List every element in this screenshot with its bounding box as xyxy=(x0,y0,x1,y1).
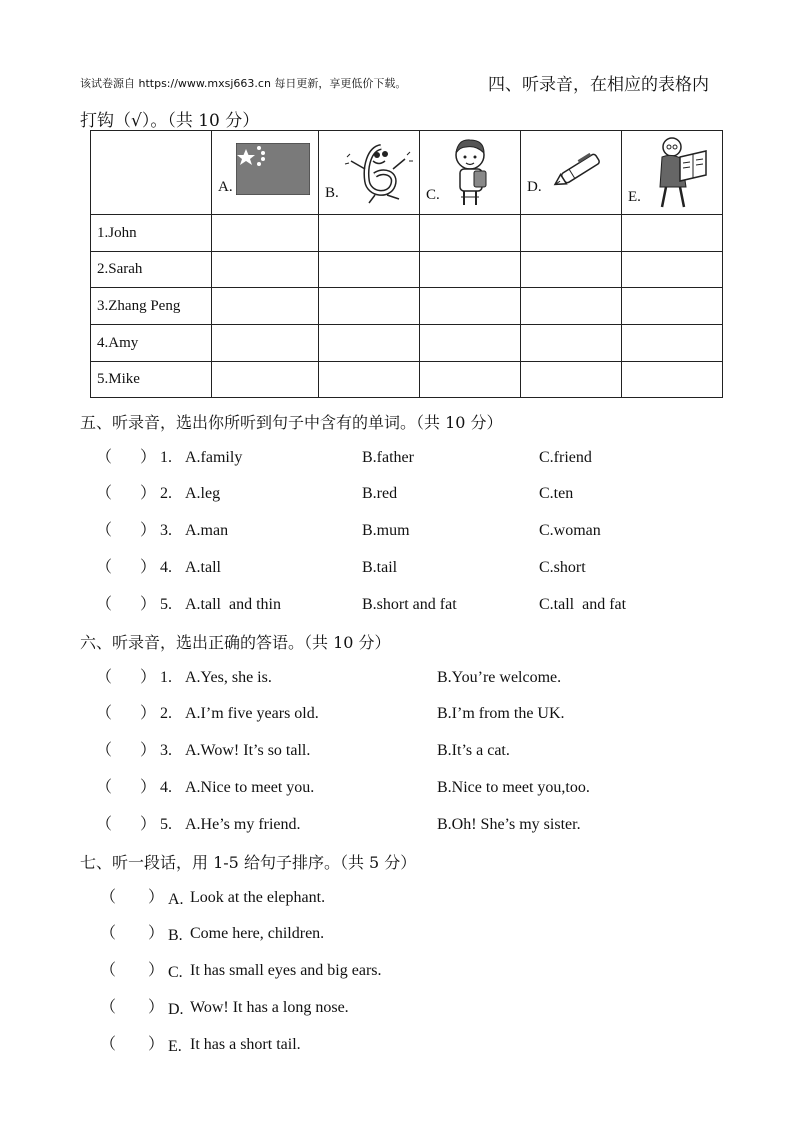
sentence-letter: C. xyxy=(168,964,183,981)
section5-item xyxy=(0,520,794,542)
boy-schoolbag-icon xyxy=(446,135,496,209)
question-number: 1. xyxy=(160,669,172,686)
answer-cell[interactable] xyxy=(319,288,420,325)
option-b: B.red xyxy=(362,485,398,502)
answer-paren-open: （ xyxy=(100,962,117,979)
picture-letter: A. xyxy=(218,179,233,195)
option-b: B.You’re welcome. xyxy=(437,669,562,686)
answer-paren-open: （ xyxy=(96,449,113,466)
option-b: B.Oh! She’s my sister. xyxy=(437,816,581,833)
answer-paren-open: （ xyxy=(96,816,113,833)
table-row xyxy=(91,325,723,362)
answer-paren-close: ） xyxy=(140,779,157,796)
section7-title: 七、听一段话，用 1-5 给句子排序。（共 5 分） xyxy=(80,853,417,872)
answer-paren-close: ） xyxy=(140,522,157,539)
section6-title: 六、听录音，选出正确的答语。（共 10 分） xyxy=(80,633,391,652)
option-c: C.woman xyxy=(539,522,601,539)
section7-item xyxy=(0,960,794,982)
question-number: 1. xyxy=(160,449,172,466)
section6-item xyxy=(0,814,794,836)
section7-item xyxy=(0,923,794,945)
section5-item xyxy=(0,483,794,505)
option-b: B.tail xyxy=(362,559,398,576)
sentence-text: It has a short tail. xyxy=(190,1036,301,1053)
answer-paren-close: ） xyxy=(148,999,165,1016)
sentence-letter: E. xyxy=(168,1038,182,1055)
answer-paren-close: ） xyxy=(148,889,165,906)
table-row xyxy=(91,288,723,325)
option-a: A.leg xyxy=(185,485,221,502)
picture-cell-e xyxy=(622,131,723,215)
section7-item xyxy=(0,997,794,1019)
answer-cell[interactable] xyxy=(521,288,622,325)
section6-item xyxy=(0,740,794,762)
answer-paren-open: （ xyxy=(96,596,113,613)
option-a: A.Nice to meet you. xyxy=(185,779,315,796)
option-a: A.Yes, she is. xyxy=(185,669,272,686)
sentence-letter: D. xyxy=(168,1001,184,1018)
row-label: 4.Amy xyxy=(91,325,212,362)
answer-cell[interactable] xyxy=(622,362,723,398)
section4-title-part2: 打钩（√）。（共 10 分） xyxy=(80,111,260,131)
answer-cell[interactable] xyxy=(622,325,723,362)
checkmark-table xyxy=(90,130,723,398)
option-a: A.family xyxy=(185,449,243,466)
option-a: A.I’m five years old. xyxy=(185,705,319,722)
section5-item xyxy=(0,447,794,469)
answer-cell[interactable] xyxy=(521,215,622,252)
row-label: 2.Sarah xyxy=(91,252,212,288)
option-c: C.short xyxy=(539,559,586,576)
answer-paren-close: ） xyxy=(140,485,157,502)
answer-cell[interactable] xyxy=(319,362,420,398)
picture-cell-a xyxy=(212,131,319,215)
section6-item xyxy=(0,667,794,689)
question-number: 5. xyxy=(160,596,172,613)
row-label: 5.Mike xyxy=(91,362,212,398)
answer-paren-close: ） xyxy=(148,925,165,942)
option-a: A.man xyxy=(185,522,229,539)
table-row xyxy=(91,362,723,398)
sentence-text: Wow! It has a long nose. xyxy=(190,999,349,1016)
picture-letter: E. xyxy=(628,189,641,205)
answer-paren-close: ） xyxy=(140,669,157,686)
answer-cell[interactable] xyxy=(622,215,723,252)
option-a: A.tall xyxy=(185,559,221,576)
option-b: B.father xyxy=(362,449,414,466)
answer-cell[interactable] xyxy=(420,288,521,325)
answer-paren-open: （ xyxy=(96,669,113,686)
answer-cell[interactable] xyxy=(212,252,319,288)
question-number: 2. xyxy=(160,485,172,502)
sentence-text: Look at the elephant. xyxy=(190,889,326,906)
answer-paren-close: ） xyxy=(140,742,157,759)
question-number: 5. xyxy=(160,816,172,833)
sentence-letter: A. xyxy=(168,891,184,908)
section6-item xyxy=(0,703,794,725)
answer-paren-close: ） xyxy=(140,596,157,613)
answer-paren-open: （ xyxy=(100,889,117,906)
sentence-text: Come here, children. xyxy=(190,925,325,942)
answer-paren-close: ） xyxy=(140,449,157,466)
answer-paren-close: ） xyxy=(148,1036,165,1053)
answer-cell[interactable] xyxy=(420,252,521,288)
pen-icon xyxy=(547,145,611,195)
number-six-cartoon-icon xyxy=(343,139,413,207)
answer-cell[interactable] xyxy=(521,362,622,398)
answer-cell[interactable] xyxy=(319,252,420,288)
answer-cell[interactable] xyxy=(420,362,521,398)
picture-letter: D. xyxy=(527,179,542,195)
row-label: 3.Zhang Peng xyxy=(91,288,212,325)
option-a: A.He’s my friend. xyxy=(185,816,301,833)
row-label: 1.John xyxy=(91,215,212,252)
answer-cell[interactable] xyxy=(212,325,319,362)
option-a: A.tall and thin xyxy=(185,596,281,613)
answer-cell[interactable] xyxy=(212,215,319,252)
answer-paren-open: （ xyxy=(100,925,117,942)
answer-cell[interactable] xyxy=(319,325,420,362)
answer-paren-open: （ xyxy=(96,705,113,722)
answer-cell[interactable] xyxy=(521,325,622,362)
answer-paren-open: （ xyxy=(96,559,113,576)
answer-cell[interactable] xyxy=(622,252,723,288)
answer-paren-close: ） xyxy=(140,559,157,576)
option-b: B.mum xyxy=(362,522,410,539)
section7-item xyxy=(0,1034,794,1056)
answer-paren-open: （ xyxy=(96,485,113,502)
table-row xyxy=(91,215,723,252)
option-b: B.I’m from the UK. xyxy=(437,705,565,722)
picture-cell-b xyxy=(319,131,420,215)
section6-item xyxy=(0,777,794,799)
table-row xyxy=(91,252,723,288)
option-a: A.Wow! It’s so tall. xyxy=(185,742,311,759)
option-b: B.short and fat xyxy=(362,596,457,613)
question-number: 2. xyxy=(160,705,172,722)
answer-paren-open: （ xyxy=(96,742,113,759)
answer-cell[interactable] xyxy=(420,325,521,362)
answer-paren-open: （ xyxy=(100,1036,117,1053)
answer-paren-close: ） xyxy=(140,705,157,722)
answer-paren-close: ） xyxy=(148,962,165,979)
section7-item xyxy=(0,887,794,909)
china-flag-icon xyxy=(236,143,310,195)
reading-man-icon xyxy=(650,135,712,211)
option-b: B.Nice to meet you,too. xyxy=(437,779,590,796)
answer-paren-open: （ xyxy=(100,999,117,1016)
picture-cell-d xyxy=(521,131,622,215)
option-b: B.It’s a cat. xyxy=(437,742,510,759)
picture-letter: C. xyxy=(426,187,440,203)
answer-cell[interactable] xyxy=(212,288,319,325)
option-c: C.friend xyxy=(539,449,592,466)
sentence-letter: B. xyxy=(168,927,183,944)
question-number: 3. xyxy=(160,522,172,539)
section5-item xyxy=(0,557,794,579)
section5-title: 五、听录音，选出你所听到句子中含有的单词。（共 10 分） xyxy=(80,413,503,432)
answer-cell[interactable] xyxy=(521,252,622,288)
answer-cell[interactable] xyxy=(420,215,521,252)
answer-cell[interactable] xyxy=(319,215,420,252)
answer-cell[interactable] xyxy=(212,362,319,398)
option-c: C.ten xyxy=(539,485,574,502)
answer-cell[interactable] xyxy=(622,288,723,325)
question-number: 4. xyxy=(160,779,172,796)
section4-title-part1: 四、听录音，在相应的表格内 xyxy=(488,75,709,95)
source-note: 该试卷源自 https://www.mxsj663.cn 每日更新，享更低价下载。 xyxy=(80,77,407,90)
sentence-text: It has small eyes and big ears. xyxy=(190,962,382,979)
picture-letter: B. xyxy=(325,185,339,201)
answer-paren-open: （ xyxy=(96,522,113,539)
answer-paren-open: （ xyxy=(96,779,113,796)
option-c: C.tall and fat xyxy=(539,596,627,613)
section5-item xyxy=(0,594,794,616)
question-number: 4. xyxy=(160,559,172,576)
picture-cell-c xyxy=(420,131,521,215)
table-corner-cell xyxy=(91,131,212,215)
question-number: 3. xyxy=(160,742,172,759)
answer-paren-close: ） xyxy=(140,816,157,833)
